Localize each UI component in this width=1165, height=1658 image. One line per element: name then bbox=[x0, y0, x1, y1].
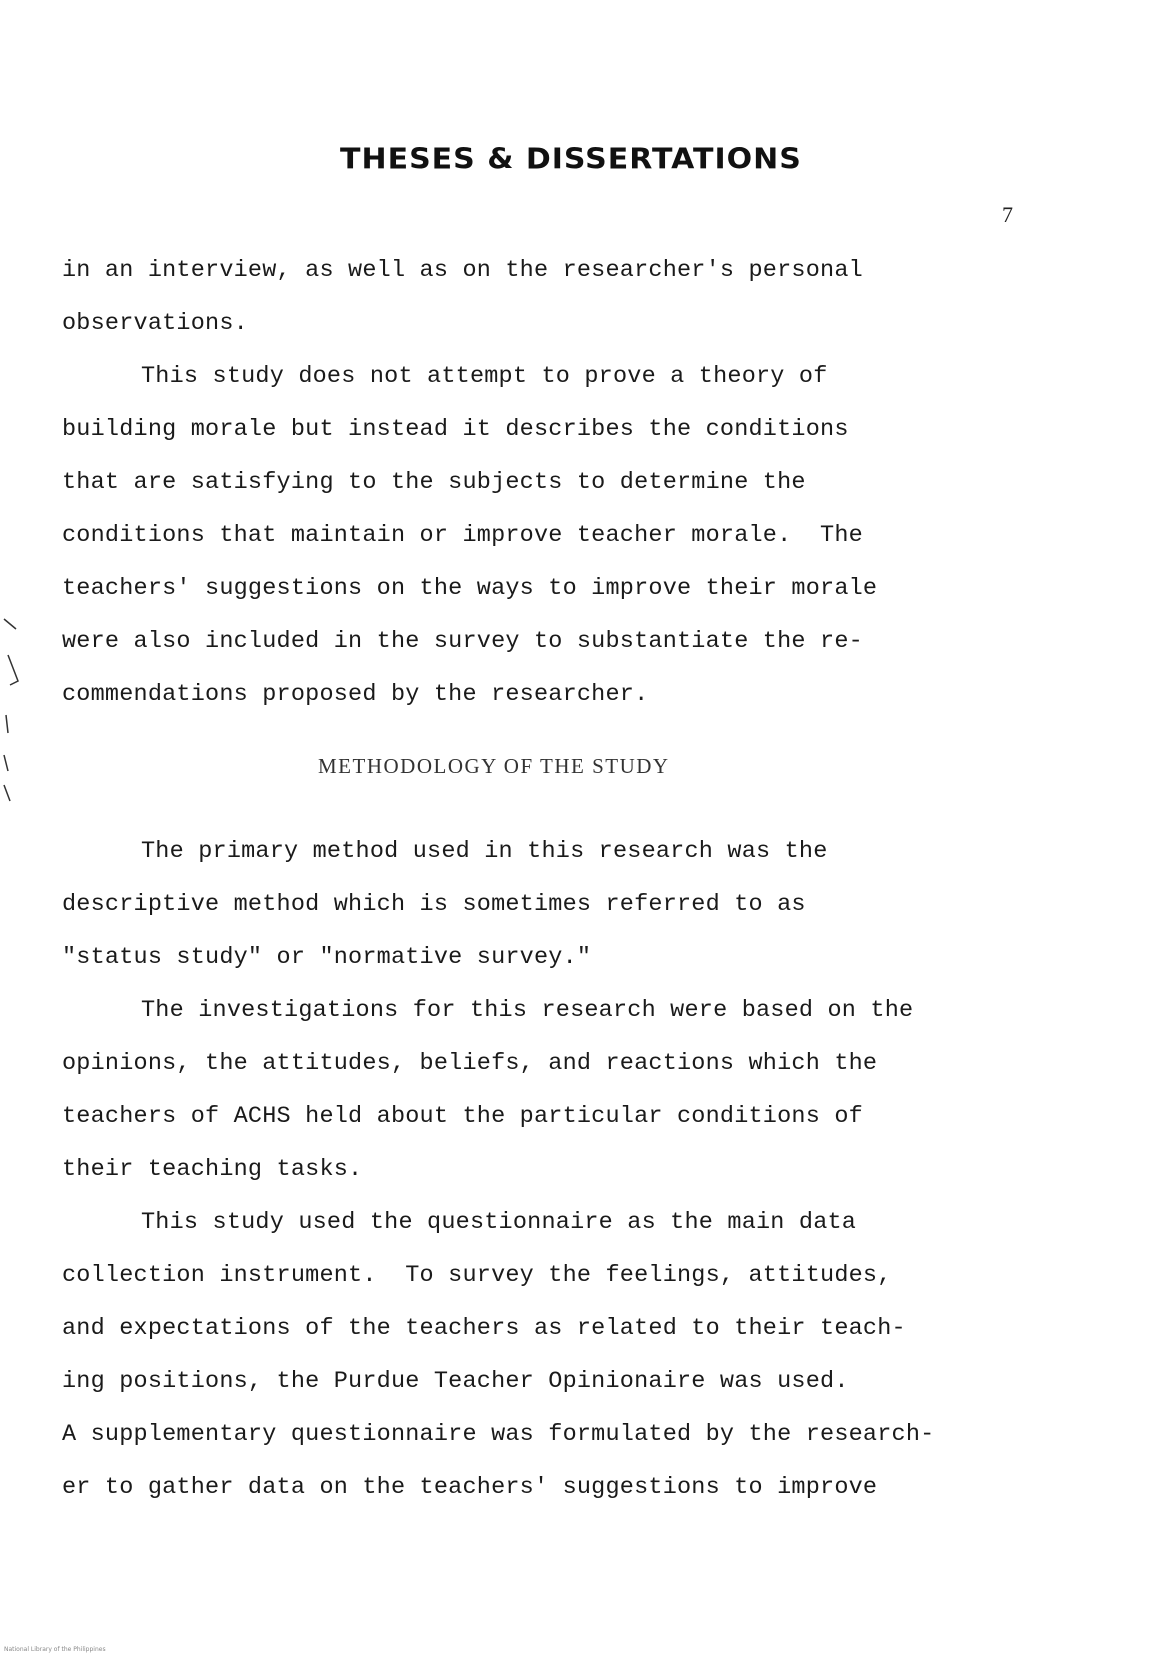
margin-pencil-mark bbox=[0, 615, 28, 805]
text-line: This study does not attempt to prove a theory of bbox=[141, 363, 828, 390]
text-line: descriptive method which is sometimes referred to as bbox=[62, 891, 806, 918]
text-line: their teaching tasks. bbox=[62, 1156, 363, 1183]
text-line: building morale but instead it describes the conditions bbox=[62, 416, 849, 443]
text-line: ing positions, the Purdue Teacher Opinionaire was used. bbox=[62, 1368, 849, 1395]
text-line: er to gather data on the teachers' suggestions to improve bbox=[62, 1474, 878, 1501]
paragraph-4 bbox=[62, 984, 1102, 1196]
footer-watermark: National Library of the Philippines bbox=[4, 1646, 106, 1653]
text-line: The investigations for this research were based on the bbox=[141, 997, 914, 1024]
text-line: This study used the questionnaire as the main data bbox=[141, 1209, 857, 1236]
paragraph-3 bbox=[62, 825, 1102, 984]
paragraph-1 bbox=[62, 244, 1102, 350]
text-line: teachers' suggestions on the ways to improve their morale bbox=[62, 575, 878, 602]
text-line: in an interview, as well as on the researcher's personal bbox=[62, 257, 863, 284]
page-number: 7 bbox=[1002, 202, 1013, 227]
text-line: opinions, the attitudes, beliefs, and reactions which the bbox=[62, 1050, 878, 1077]
text-line: were also included in the survey to substantiate the re- bbox=[62, 628, 863, 655]
text-line: collection instrument. To survey the feelings, attitudes, bbox=[62, 1262, 892, 1289]
text-line: "status study" or "normative survey." bbox=[62, 944, 592, 971]
theses-dissertations-stamp: THESES & DISSERTATIONS bbox=[340, 142, 802, 177]
text-line: conditions that maintain or improve teacher morale. The bbox=[62, 522, 863, 549]
text-line: observations. bbox=[62, 310, 248, 337]
text-line: that are satisfying to the subjects to determine the bbox=[62, 469, 806, 496]
text-line: commendations proposed by the researcher. bbox=[62, 681, 649, 708]
paragraph-2 bbox=[62, 350, 1102, 721]
paragraph-5 bbox=[62, 1196, 1102, 1514]
text-line: The primary method used in this research was the bbox=[141, 838, 828, 865]
text-line: A supplementary questionnaire was formulated by the research- bbox=[62, 1421, 935, 1448]
text-line: teachers of ACHS held about the particular conditions of bbox=[62, 1103, 863, 1130]
text-line: and expectations of the teachers as related to their teach- bbox=[62, 1315, 906, 1342]
section-heading: METHODOLOGY OF THE STUDY bbox=[318, 754, 670, 778]
